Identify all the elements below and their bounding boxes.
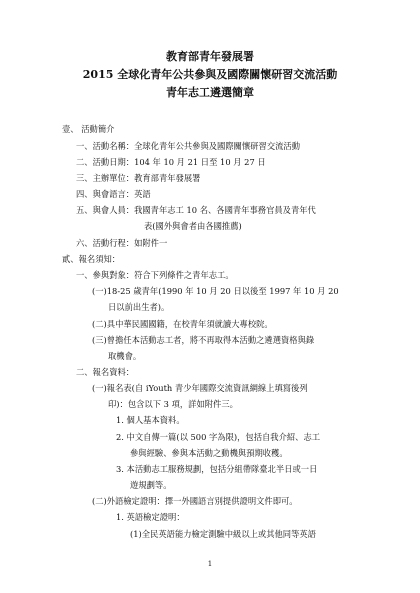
section-two-heading: 貳、報名須知： [62, 254, 121, 264]
activity-date: 二、活動日期：104 年 10 月 21 日至 10 月 27 日 [76, 157, 266, 167]
participants: 五、與會人員：我國青年志工 10 名、各國青年事務官員及青年代 [76, 205, 316, 215]
document-title-event: 2015 全球化青年公共參與及國際關懷研習交流活動 [82, 68, 338, 81]
language-certificate: (二)外語檢定證明：擇一外國語言別提供證明文件即可。 [92, 496, 298, 506]
eligibility-previous-volunteer-continued: 取機會。 [108, 351, 142, 361]
itinerary: 六、活動行程：如附件一 [76, 238, 168, 248]
eligibility-previous-volunteer: (三)曾擔任本活動志工者，將不再取得本活動之遴選資格與錄 [92, 335, 315, 345]
application-materials-heading: 二、報名資料： [76, 367, 135, 377]
eligibility-nationality: (二)具中華民國國籍，在校青年須就讀大專校院。 [92, 319, 273, 329]
application-form: (一)報名表(自 iYouth 青少年國際交流資訊網線上填寫後列 [92, 383, 308, 393]
application-form-continued: 印)：包含以下 3 項，詳如附件三。 [108, 399, 238, 409]
english-certificate: 1. 英語檢定證明： [116, 512, 185, 522]
document-title-agency: 教育部青年發展署 [166, 50, 254, 63]
page-number: 1 [207, 560, 213, 568]
eligibility-age-continued: 日以前出生者)。 [108, 302, 170, 312]
section-one-heading: 壹、 活動簡介 [62, 124, 115, 134]
eligibility-age: (一)18-25 歲青年(1990 年 10 月 20 日以後至 1997 年 10 月 20 [92, 286, 339, 296]
organizer: 三、主辦單位：教育部青年發展署 [76, 173, 201, 183]
eligibility-heading: 一、參與對象：符合下列條件之青年志工。 [76, 270, 234, 280]
form-item-service-plan-continued: 遊規劃等。 [130, 480, 172, 490]
activity-name: 一、活動名稱：全球化青年公共參與及國際關懷研習交流活動 [76, 141, 301, 151]
form-item-service-plan: 3. 本活動志工服務規劃，包括分組帶隊臺北半日或一日 [116, 464, 318, 474]
document-title-brochure: 青年志工遴選簡章 [166, 86, 254, 99]
participants-continued: 表(國外與會者由各國推薦) [144, 221, 242, 231]
english-certificate-gept: (1)全民英語能力檢定測驗中級以上或其他同等英語 [130, 529, 316, 539]
form-item-autobiography-continued: 參與經驗、參與本活動之動機與預期收穫。 [130, 448, 288, 458]
form-item-autobiography: 2. 中文自傳一篇(以 500 字為限)，包括自我介紹、志工 [116, 432, 321, 442]
language: 四、與會語言：英語 [76, 189, 151, 199]
form-item-personal-data: 1. 個人基本資料。 [116, 415, 185, 425]
